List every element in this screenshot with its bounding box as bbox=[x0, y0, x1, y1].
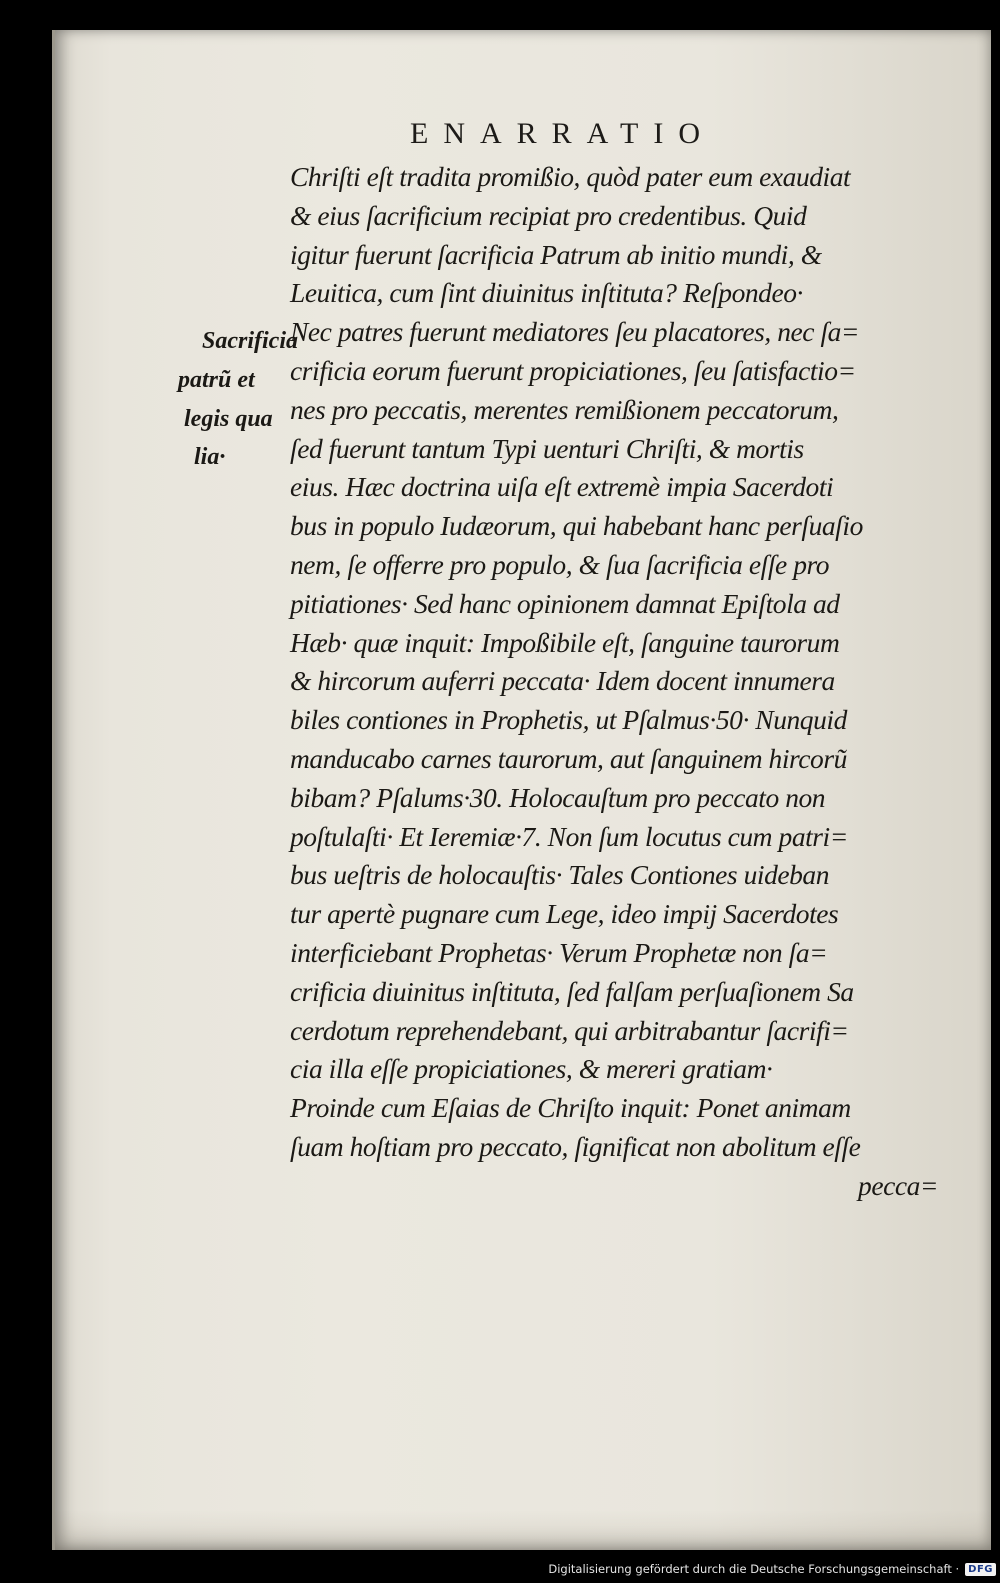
text-line: Nec patres fuerunt mediatores ſeu placatores, nec ſa= bbox=[290, 316, 860, 348]
marginal-note bbox=[170, 322, 298, 477]
text-line: bibam? Pſalums·30. Holocauſtum pro peccato non bbox=[290, 781, 826, 813]
text-line: nes pro peccatis, merentes remißionem peccatorum, bbox=[290, 393, 839, 425]
text-line: eius. Hæc doctrina uiſa eſt extremè impia Sacerdoti bbox=[290, 471, 834, 503]
marginal-note-line: legis qua bbox=[184, 405, 273, 432]
text-line: igitur fuerunt ſacrificia Patrum ab initio mundi, & bbox=[290, 238, 822, 270]
text-line: pitiationes· Sed hanc opinionem damnat Epiſtola ad bbox=[290, 587, 840, 619]
text-line: tur apertè pugnare cum Lege, ideo impij Sacerdotes bbox=[290, 898, 839, 930]
text-line: crificia eorum fuerunt propiciationes, ſeu ſatisfactio= bbox=[290, 354, 856, 386]
text-line: bus ueſtris de holocauſtis· Tales Contiones uideban bbox=[290, 859, 830, 891]
page-edge-shading bbox=[55, 1510, 991, 1550]
dfg-logo-icon: DFG bbox=[965, 1563, 996, 1576]
text-line: & hircorum auferri peccata· Idem docent innumera bbox=[290, 665, 835, 697]
running-head: ENARRATIO bbox=[410, 117, 715, 150]
marginal-note-line: lia· bbox=[194, 444, 226, 471]
text-line: cia illa eſſe propiciationes, & mereri gratiam· bbox=[290, 1053, 773, 1085]
text-line: ſuam hoſtiam pro peccato, ſignificat non abolitum eſſe bbox=[290, 1130, 861, 1162]
text-line: Proinde cum Eſaias de Chriſto inquit: Ponet animam bbox=[290, 1092, 851, 1124]
text-line: nem, ſe offerre pro populo, & ſua ſacrificia eſſe pro bbox=[290, 548, 830, 580]
text-line: poſtulaſti· Et Ieremiæ·7. Non ſum locutus cum patri= bbox=[290, 820, 848, 852]
text-line: Hæb· quæ inquit: Impoßibile eſt, ſanguine taurorum bbox=[290, 626, 840, 658]
body-text bbox=[290, 158, 950, 1206]
text-line: ſed fuerunt tantum Typi uenturi Chriſti, & mortis bbox=[290, 432, 804, 464]
text-line: Chriſti eſt tradita promißio, quòd pater eum exaudiat bbox=[290, 161, 851, 192]
digitization-footer bbox=[548, 1559, 996, 1579]
footer-credit-text: Digitalisierung gefördert durch die Deutsche Forschungsgemeinschaft · bbox=[548, 1562, 960, 1576]
text-line: cerdotum reprehendebant, qui arbitrabantur ſacrifi= bbox=[290, 1014, 849, 1046]
text-line: biles contiones in Prophetis, ut Pſalmus·50· Nunquid bbox=[290, 704, 847, 736]
text-line: interficiebant Prophetas· Verum Prophetæ non ſa= bbox=[290, 936, 828, 968]
text-line: crificia diuinitus inſtituta, ſed falſam perſuaſionem Sa bbox=[290, 975, 854, 1007]
text-line: manducabo carnes taurorum, aut ſanguinem hircorũ bbox=[290, 742, 847, 774]
text-line: Leuitica, cum ſint diuinitus inſtituta? Reſpondeo· bbox=[290, 277, 803, 309]
text-line: bus in populo Iudæorum, qui habebant hanc perſuaſio bbox=[290, 510, 863, 542]
marginal-note-line: patrũ et bbox=[178, 366, 255, 393]
catchword: pecca= bbox=[858, 1169, 938, 1201]
marginal-note-line: Sacrificia bbox=[202, 328, 298, 354]
text-line: & eius ſacrificium recipiat pro credentibus. Quid bbox=[290, 199, 807, 231]
